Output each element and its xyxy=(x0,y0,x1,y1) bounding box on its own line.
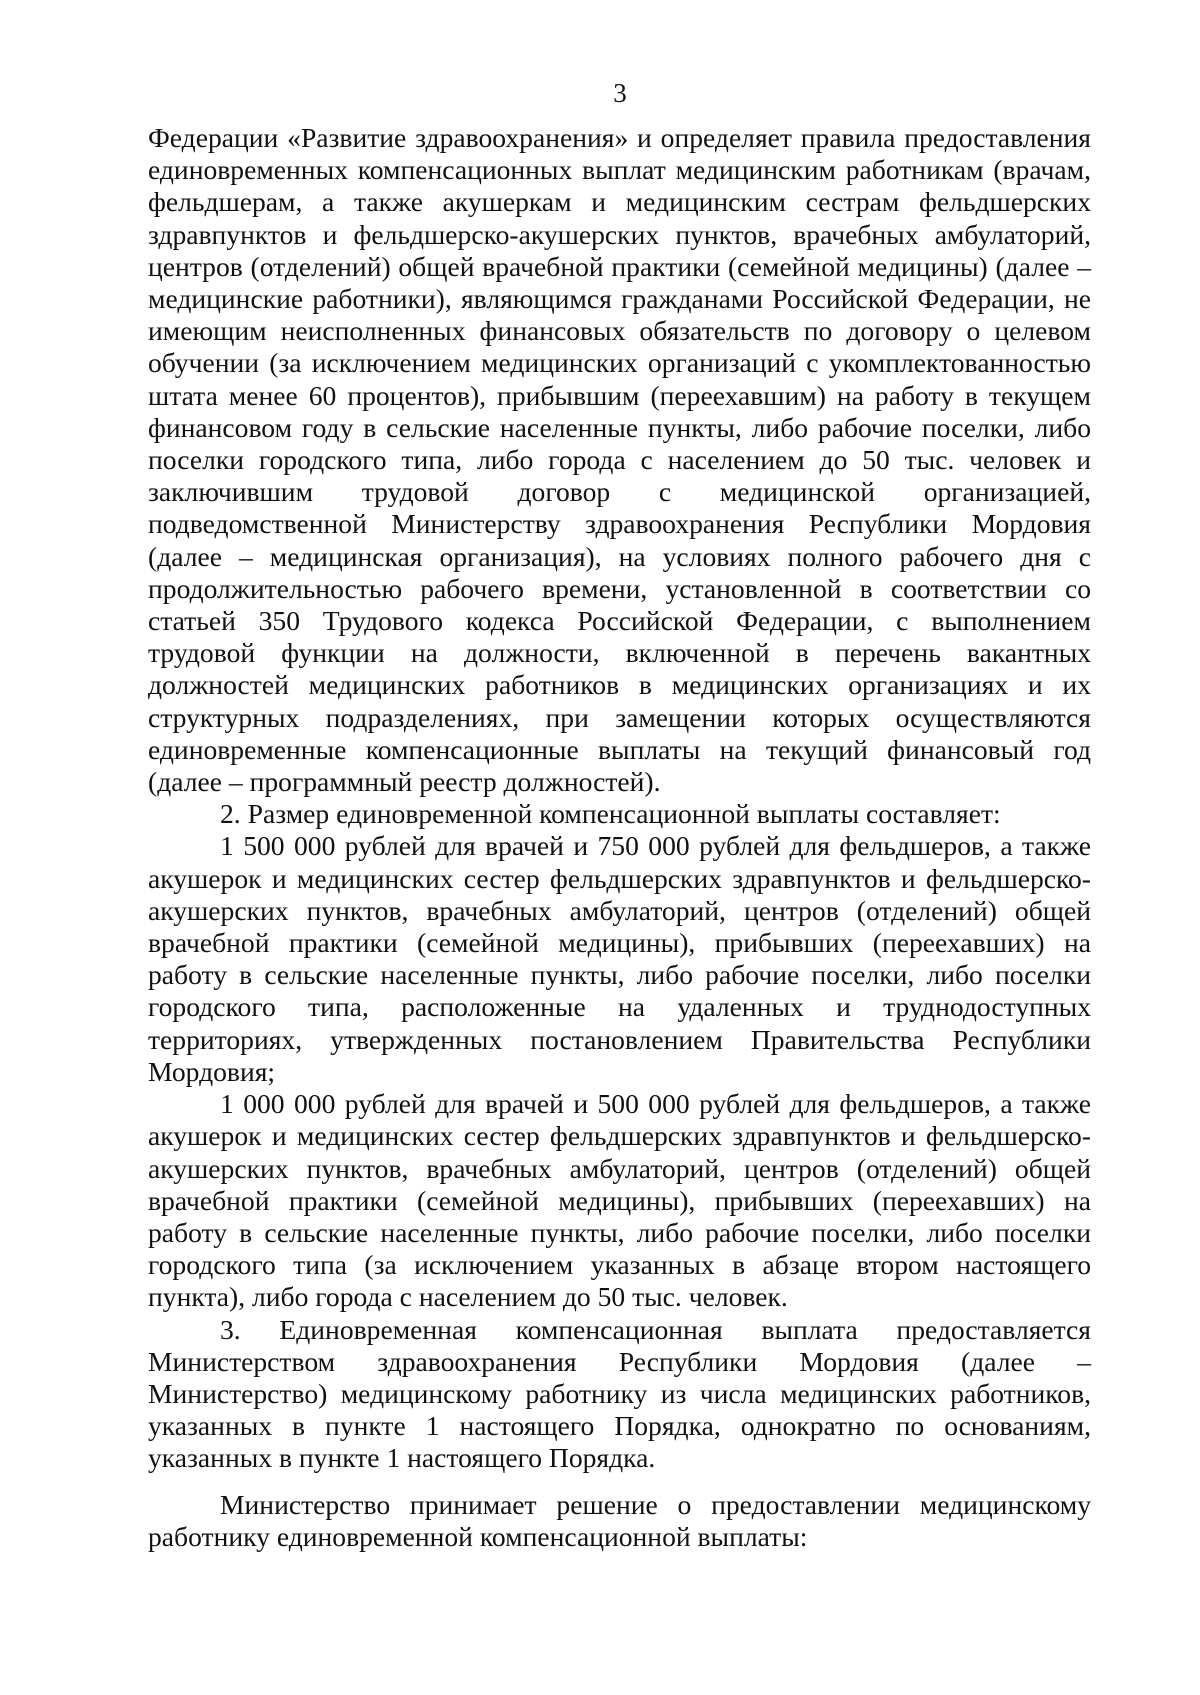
paragraph-payment-remote-territories: 1 500 000 рублей для врачей и 750 000 рублей для фельдшеров, а также акушерок и медицинских сестер фельдшерских здравпунктов и фельдшерско-акушерских пунктов, врачебных амбулаторий, центров (отделений) общей врачебной практики (семейной медицины), прибывших (переехавших) на работу в сельские населенные пункты, либо рабочие поселки, либо поселки городского типа, расположенные на удаленных и труднодоступных территориях, утвержденных постановлением Правительства Республики Мордовия; xyxy=(148,830,1091,1087)
paragraph-ministry-decision: Министерство принимает решение о предоставлении медицинскому работнику единовременной компенсационной выплаты: xyxy=(148,1488,1091,1552)
paragraph-program-scope: Федерации «Развитие здравоохранения» и определяет правила предоставления единовременных компенсационных выплат медицинским работникам (врачам, фельдшерам, а также акушеркам и медицинским сестрам фельдшерских здравпунктов и фельдшерско-акушерских пунктов, врачебных амбулаторий, центров (отделений) общей врачебной практики (семейной медицины) (далее – медицинские работники), являющимся гражданами Российской Федерации, не имеющим неисполненных финансовых обязательств по договору о целевом обучении (за исключением медицинских организаций с укомплектованностью штата менее 60 процентов), прибывшим (переехавшим) на работу в текущем финансовом году в сельские населенные пункты, либо рабочие поселки, либо поселки городского типа, либо города с населением до 50 тыс. человек и заключившим трудовой договор с медицинской организацией, подведомственной Министерству здравоохранения Республики Мордовия (далее – медицинская организация), на условиях полного рабочего дня с продолжительностью рабочего времени, установленной в соответствии со статьей 350 Трудового кодекса Российской Федерации, с выполнением трудовой функции на должности, включенной в перечень вакантных должностей медицинских работников в медицинских организациях и их структурных подразделениях, при замещении которых осуществляются единовременные компенсационные выплаты на текущий финансовый год (далее – программный реестр должностей). xyxy=(148,122,1091,798)
page-number: 3 xyxy=(613,78,627,108)
paragraph-payment-size-heading: 2. Размер единовременной компенсационной выплаты составляет: xyxy=(220,798,1001,830)
document-body xyxy=(148,122,1091,1553)
paragraph-ministry-provides-payment: 3. Единовременная компенсационная выплата предоставляется Министерством здравоохранения Республики Мордовия (далее – Министерство) медицинскому работнику из числа медицинских работников, указанных в пункте 1 настоящего Порядка, однократно по основаниям, указанных в пункте 1 настоящего Порядка. xyxy=(148,1313,1091,1474)
paragraph-payment-other-territories: 1 000 000 рублей для врачей и 500 000 рублей для фельдшеров, а также акушерок и медицинских сестер фельдшерских здравпунктов и фельдшерско-акушерских пунктов, врачебных амбулаторий, центров (отделений) общей врачебной практики (семейной медицины), прибывших (переехавших) на работу в сельские населенные пункты, либо рабочие поселки, либо поселки городского типа (за исключением указанных в абзаце втором настоящего пункта), либо города с населением до 50 тыс. человек. xyxy=(148,1088,1091,1313)
